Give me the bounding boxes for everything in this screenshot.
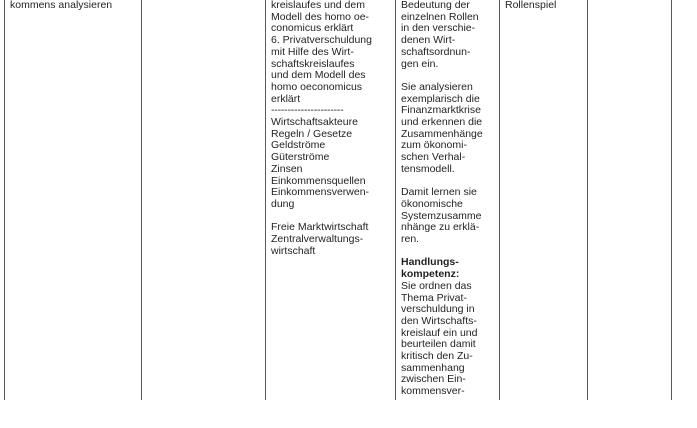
text-line: erklärt [271, 92, 301, 105]
text-line: Zinsen [271, 162, 303, 175]
text-line: dung [271, 197, 295, 210]
divider-dashes: ---------------------- [271, 104, 344, 117]
text-line: gen ein. [401, 57, 439, 70]
text-line: ökonomische [401, 197, 463, 210]
text-line: verschuldung in [401, 303, 475, 316]
text-line: und dem Modell des [271, 69, 366, 82]
curriculum-table [4, 0, 697, 400]
table-cell-col1 [5, 0, 142, 400]
text-line: kreislauf ein und [401, 326, 478, 339]
text-line: Geldströme [271, 139, 326, 152]
text-line: kreislaufes und dem [271, 0, 365, 11]
text-line: Rollenspiel [505, 0, 557, 11]
text-line: zwischen Ein- [401, 373, 466, 386]
text-line: mit Hilfe des Wirt- [271, 45, 354, 58]
text-line: den Wirtschafts- [401, 314, 477, 327]
text-line: wirtschaft [271, 244, 316, 257]
text-line: beurteilen damit [401, 338, 476, 351]
text-line: 6. Privatverschuldung [271, 34, 372, 47]
text-line: und erkennen die [401, 116, 483, 129]
text-line: Thema Privat- [401, 291, 467, 304]
table-cell-col3 [266, 0, 396, 400]
text-line-bold: Handlungs- [401, 256, 459, 269]
text-line: Freie Marktwirtschaft [271, 221, 369, 234]
text-line: Zentralverwaltungs- [271, 233, 364, 246]
text-line: homo oeconomicus [271, 80, 363, 93]
text-line: Finanzmarktkrise [401, 104, 481, 117]
text-line: in den verschie- [401, 22, 476, 35]
text-line: exemplarisch die [401, 92, 480, 105]
table-cell-col6 [588, 0, 672, 400]
cell-text-block [10, 0, 137, 12]
text-line: kommensver- [401, 385, 465, 398]
text-line: Einkommensquellen [271, 174, 366, 187]
text-line: nhänge zu erklä- [401, 221, 480, 234]
table-cell-col4 [396, 0, 500, 400]
text-line: tensmodell. [401, 162, 455, 175]
text-line: Güterströme [271, 151, 330, 164]
text-line: einzelnen Rollen [401, 10, 479, 23]
text-line: Systemzusamme [401, 209, 482, 222]
text-line: kritisch den Zu- [401, 350, 473, 363]
text-line: schen Verhal- [401, 151, 466, 164]
table-cell-col7 [672, 0, 697, 400]
text-line: Einkommensverwen- [271, 186, 370, 199]
table-body [5, 0, 697, 400]
text-line: zum ökonomi- [401, 139, 467, 152]
text-line: conomicus erklärt [271, 22, 354, 35]
table-row [5, 0, 697, 400]
text-line: schaftsordnun- [401, 45, 471, 58]
cell-text-block [505, 0, 583, 12]
text-line: schaftskreislaufes [271, 57, 355, 70]
text-line: ren. [401, 233, 420, 246]
cell-text-block [401, 0, 495, 398]
text-line: Zusammenhänge [401, 127, 483, 140]
text-line: Wirtschaftsakteure [271, 116, 358, 129]
text-line: Sie analysieren [401, 80, 473, 93]
table-cell-col2 [142, 0, 266, 400]
text-line: Damit lernen sie [401, 186, 477, 199]
text-line: Modell des homo oe- [271, 10, 370, 23]
text-line-bold: kompetenz: [401, 268, 460, 281]
text-line: denen Wirt- [401, 34, 456, 47]
text-line: Sie ordnen das [401, 279, 472, 292]
text-line: kommens analysieren [10, 0, 113, 11]
text-line: Regeln / Gesetze [271, 127, 353, 140]
text-line: Bedeutung der [401, 0, 470, 11]
text-line: sammenhang [401, 361, 465, 374]
table-cell-col5 [500, 0, 588, 400]
cell-text-block [271, 0, 391, 257]
